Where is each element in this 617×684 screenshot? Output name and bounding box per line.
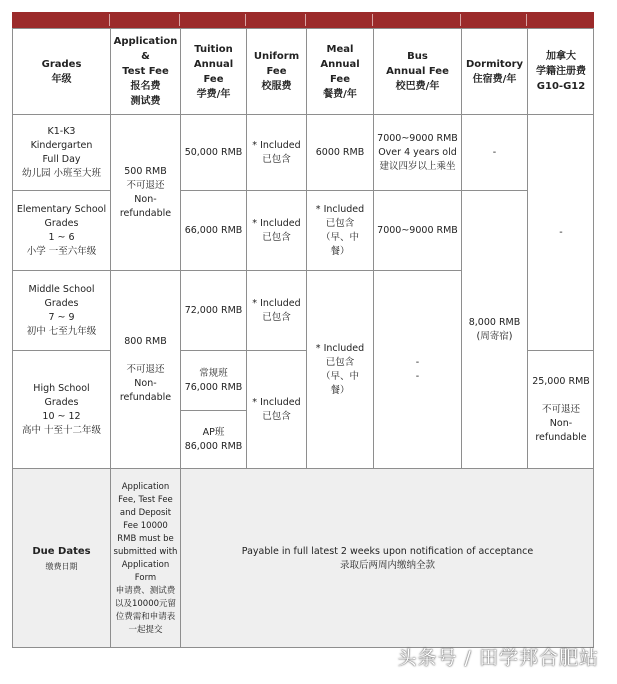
bus-kindergarten-text: 7000~9000 RMB Over 4 years old 建议四岁以上乘坐 — [377, 132, 458, 172]
uniform-middle — [246, 270, 306, 350]
tuition-high-ap-text: AP班 86,000 RMB — [184, 426, 243, 452]
tuition-high-regular-text: 常规班 76,000 RMB — [184, 367, 243, 393]
header-band — [12, 12, 594, 28]
header-uniform-text: Uniform Fee 校服费 — [253, 51, 300, 92]
header-meal-text: Meal Annual Fee 餐费/年 — [320, 43, 360, 100]
uniform-high-text: * Included 已包含 — [252, 396, 301, 422]
dormitory-school — [461, 190, 527, 468]
band-segment — [306, 14, 373, 26]
application-fee-lower-text: 500 RMB 不可退还 Non- refundable — [119, 165, 172, 219]
bus-kindergarten — [373, 114, 461, 190]
header-uniform — [246, 28, 306, 114]
bus-secondary-text: - - — [415, 356, 420, 382]
header-grades — [12, 28, 110, 114]
meal-elementary-text: * Included 已包含 （早、中 餐） — [315, 203, 365, 257]
due-dates-label-cn: 缴费日期 — [45, 561, 78, 571]
application-fee-lower — [110, 114, 180, 270]
tuition-high-regular — [180, 350, 246, 410]
bus-elementary — [373, 190, 461, 270]
meal-secondary — [306, 270, 373, 468]
meal-kindergarten — [306, 114, 373, 190]
dormitory-kindergarten-text: - — [492, 146, 497, 158]
watermark-text: 头条号 / 田学邦合肥站 — [397, 647, 599, 669]
header-tuition-text: Tuition Annual Fee 学费/年 — [193, 43, 234, 100]
due-dates-label — [12, 468, 110, 648]
grade-elementary-text: Elementary School Grades 1 ~ 6 小学 一至六年级 — [16, 203, 107, 257]
meal-elementary — [306, 190, 373, 270]
grade-high-text: High School Grades 10 ~ 12 高中 十至十二年级 — [21, 382, 102, 436]
header-bus — [373, 28, 461, 114]
band-segment — [246, 14, 306, 26]
bus-elementary-text: 7000~9000 RMB — [377, 224, 458, 236]
fee-table — [12, 12, 594, 648]
uniform-middle-text: * Included 已包含 — [252, 297, 301, 323]
header-grades-text: Grades 年级 — [41, 58, 82, 85]
table-grid — [12, 28, 594, 648]
due-dates-others — [180, 468, 594, 648]
band-segment — [461, 14, 527, 26]
application-fee-upper-text: 800 RMB 不可退还 Non- refundable — [119, 335, 172, 403]
band-segment — [373, 14, 461, 26]
band-segment — [180, 14, 246, 26]
band-segment — [110, 14, 180, 26]
bus-secondary — [373, 270, 461, 468]
grade-kindergarten — [12, 114, 110, 190]
header-canada — [527, 28, 594, 114]
grade-middle — [12, 270, 110, 350]
header-tuition — [180, 28, 246, 114]
tuition-middle — [180, 270, 246, 350]
uniform-elementary-text: * Included 已包含 — [252, 217, 301, 243]
dormitory-school-text: 8,000 RMB (周寄宿) — [468, 316, 521, 342]
header-bus-text: Bus Annual Fee 校巴费/年 — [386, 51, 449, 92]
tuition-kindergarten-text: 50,000 RMB — [184, 146, 243, 158]
tuition-high-ap — [180, 410, 246, 468]
canada-high-text: 25,000 RMB 不可退还 Non- refundable — [532, 375, 590, 443]
meal-secondary-text: * Included 已包含 （早、中 餐） — [315, 342, 365, 396]
due-dates-others-text: Payable in full latest 2 weeks upon notification of acceptance 录取后两周内缴纳全款 — [241, 545, 534, 571]
meal-kindergarten-text: 6000 RMB — [315, 146, 365, 158]
canada-lower — [527, 114, 594, 350]
tuition-middle-text: 72,000 RMB — [184, 304, 243, 316]
due-dates-application-text: Application Fee, Test Fee and Deposit Fee 10000 RMB must be submitted with Application Form 申请费、测试费 以及10000元留 位费需和申请表 一起提交 — [113, 481, 178, 635]
due-dates-label-text: Due Dates — [32, 545, 91, 557]
due-dates-label-wrap — [32, 544, 90, 574]
tuition-elementary-text: 66,000 RMB — [184, 224, 243, 236]
grade-middle-text: Middle School Grades 7 ~ 9 初中 七至九年级 — [26, 283, 97, 337]
application-fee-upper — [110, 270, 180, 468]
grade-elementary — [12, 190, 110, 270]
tuition-kindergarten — [180, 114, 246, 190]
uniform-high — [246, 350, 306, 468]
header-application-text: Application & Test Fee 报名费 测试费 — [113, 36, 178, 107]
dormitory-kindergarten — [461, 114, 527, 190]
grade-kindergarten-text: K1-K3 Kindergarten Full Day 幼儿园 小班至大班 — [21, 125, 102, 179]
band-segment — [12, 14, 110, 26]
header-dormitory — [461, 28, 527, 114]
uniform-kindergarten-text: * Included 已包含 — [252, 139, 301, 165]
grade-high — [12, 350, 110, 468]
header-application — [110, 28, 180, 114]
due-dates-application — [110, 468, 180, 648]
header-dormitory-text: Dormitory 住宿费/年 — [465, 58, 524, 85]
canada-lower-text: - — [559, 226, 563, 238]
header-canada-text: 加拿大 学籍注册费 G10-G12 — [536, 51, 586, 92]
uniform-elementary — [246, 190, 306, 270]
canada-high — [527, 350, 594, 468]
uniform-kindergarten — [246, 114, 306, 190]
tuition-elementary — [180, 190, 246, 270]
header-meal — [306, 28, 373, 114]
